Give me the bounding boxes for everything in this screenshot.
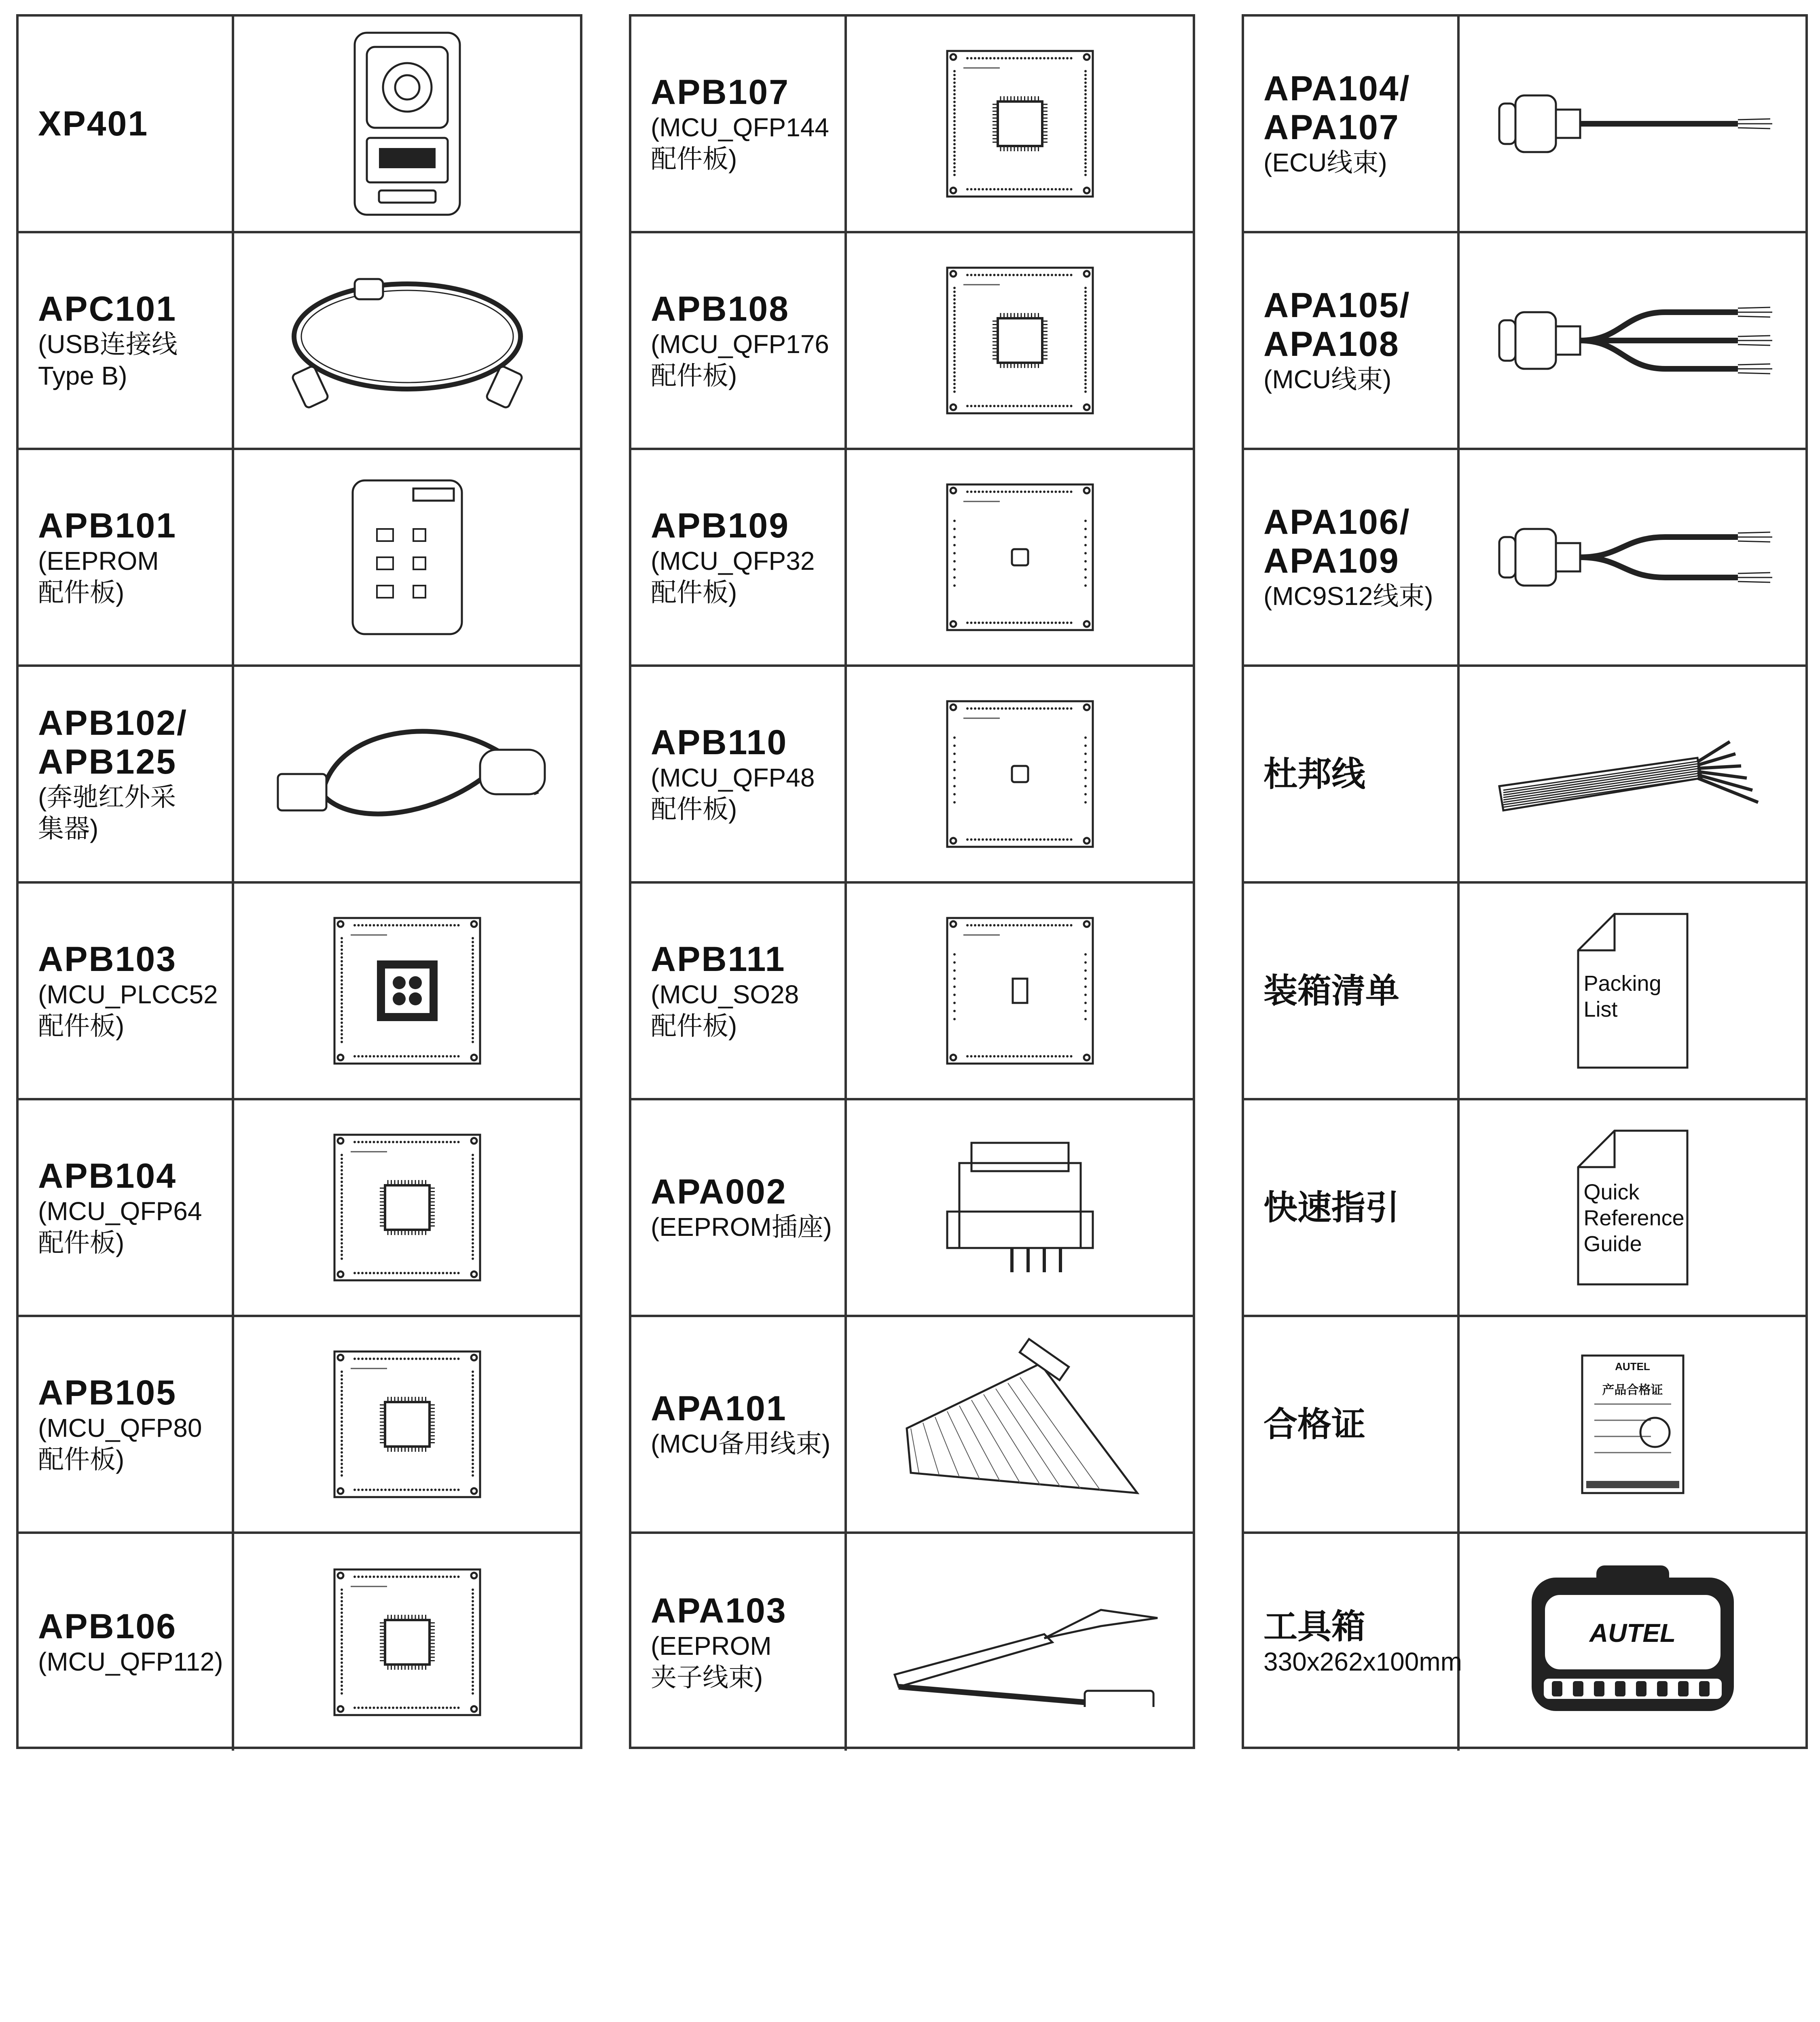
accessory-description: (MCU备用线束) <box>651 1429 831 1458</box>
document-text-line: Guide <box>1583 1232 1642 1256</box>
accessory-code: APA104/ APA107 <box>1263 69 1411 147</box>
accessory-code: 合格证 <box>1263 1405 1366 1443</box>
accessory-label-cell <box>1244 1534 1460 1751</box>
certificate-brand: AUTEL <box>1615 1360 1650 1373</box>
accessory-label-cell <box>1244 1317 1460 1531</box>
accessory-image-cell <box>847 1534 1193 1751</box>
accessory-image-cell <box>1460 667 1805 881</box>
accessory-description: (MCU_QFP64 配件板) <box>38 1197 202 1257</box>
accessory-row <box>1244 233 1805 450</box>
accessory-description: (MCU_QFP80 配件板) <box>38 1413 202 1474</box>
accessory-image-cell <box>234 233 580 448</box>
accessory-code: APB110 <box>651 723 788 762</box>
accessory-row <box>631 1100 1193 1317</box>
accessory-code: 装箱清单 <box>1263 972 1400 1010</box>
accessory-label-cell <box>1244 233 1460 448</box>
accessory-image-cell <box>1460 17 1805 231</box>
toolbox-brand: AUTEL <box>1589 1618 1676 1648</box>
small-chip-board-icon <box>943 480 1097 634</box>
accessory-row <box>19 233 580 450</box>
accessory-description: (MC9S12线束) <box>1263 582 1433 611</box>
plcc-board-icon <box>330 914 484 1068</box>
accessory-code: APB103 <box>38 940 177 979</box>
accessory-code: APB101 <box>38 506 177 545</box>
accessory-image-cell <box>234 1100 580 1315</box>
document-text-line: Quick <box>1583 1180 1640 1204</box>
infrared-collector-icon <box>262 713 553 835</box>
accessory-description: (MCU_QFP176 配件板) <box>651 330 829 390</box>
accessory-image-cell <box>847 17 1193 231</box>
accessory-row <box>19 450 580 667</box>
accessory-label-cell <box>631 233 847 448</box>
accessory-label-cell <box>631 450 847 664</box>
accessory-row <box>631 1317 1193 1534</box>
accessory-image-cell <box>847 1100 1193 1315</box>
accessory-label-cell <box>1244 667 1460 881</box>
accessory-image-cell <box>234 667 580 881</box>
accessory-description: (EEPROM 夹子线束) <box>651 1631 772 1692</box>
accessory-row <box>19 884 580 1100</box>
accessory-row <box>1244 1100 1805 1317</box>
eeprom-board-icon <box>349 476 466 638</box>
accessory-description: (MCU线束) <box>1263 365 1392 394</box>
accessory-row <box>19 1317 580 1534</box>
accessory-image-cell <box>234 884 580 1098</box>
accessory-code: APA106/ APA109 <box>1263 503 1411 580</box>
clip-cable-icon <box>874 1578 1166 1707</box>
document-text-line: Packing <box>1583 971 1661 996</box>
accessory-description: (MCU_PLCC52 配件板) <box>38 980 218 1041</box>
small-chip-board-icon <box>943 697 1097 851</box>
accessory-code: APB108 <box>651 290 790 328</box>
accessory-row <box>631 1534 1193 1751</box>
accessory-code: APB105 <box>38 1373 177 1412</box>
document-text-line: List <box>1583 997 1618 1022</box>
accessory-code: 杜邦线 <box>1263 755 1366 793</box>
certificate-icon <box>1578 1352 1687 1497</box>
accessory-description: (EEPROM插座) <box>651 1212 832 1242</box>
accessory-row <box>19 17 580 233</box>
qfp-board-icon <box>330 1565 484 1719</box>
accessory-label-cell <box>631 884 847 1098</box>
accessory-label-cell <box>19 667 234 881</box>
accessory-code: APB111 <box>651 940 786 979</box>
accessory-description: (奔驰红外采 集器) <box>38 783 176 843</box>
mcu-harness-icon <box>1487 288 1778 393</box>
accessory-row <box>19 1534 580 1751</box>
accessory-label-cell <box>19 1534 234 1751</box>
accessory-table-column-3 <box>1242 14 1808 1749</box>
accessory-label-cell <box>19 17 234 231</box>
dupont-wire-icon <box>1487 717 1778 831</box>
accessory-image-cell <box>234 1534 580 1751</box>
accessory-label-cell <box>1244 450 1460 664</box>
accessory-image-cell <box>847 884 1193 1098</box>
accessory-description: (USB连接线 Type B) <box>38 330 178 390</box>
accessory-description: (MCU_QFP112) <box>38 1647 223 1676</box>
accessory-row <box>19 667 580 884</box>
accessory-label-cell <box>631 667 847 881</box>
accessory-table-column-2 <box>629 14 1195 1749</box>
accessory-code: APB104 <box>38 1157 177 1195</box>
accessory-row <box>631 233 1193 450</box>
document-icon <box>1574 1127 1691 1288</box>
accessory-label-cell <box>631 17 847 231</box>
accessory-label-cell <box>1244 17 1460 231</box>
qfp-board-icon <box>943 47 1097 201</box>
accessory-code: APB102/ APB125 <box>38 704 188 781</box>
eeprom-socket-icon <box>943 1131 1097 1284</box>
accessory-image-cell <box>847 1317 1193 1531</box>
accessory-row <box>1244 17 1805 233</box>
accessory-code: APA002 <box>651 1172 787 1211</box>
accessory-row <box>1244 450 1805 667</box>
mc9s12-harness-icon <box>1487 505 1778 610</box>
accessory-row <box>1244 884 1805 1100</box>
accessory-code: APA101 <box>651 1389 787 1428</box>
accessory-description: 330x262x100mm <box>1263 1647 1462 1676</box>
accessory-label-cell <box>19 233 234 448</box>
accessory-image-cell <box>234 1317 580 1531</box>
accessory-label-cell <box>19 1317 234 1531</box>
accessory-code: XP401 <box>38 104 149 143</box>
accessory-table-column-1 <box>16 14 582 1749</box>
accessory-description: (MCU_QFP144 配件板) <box>651 113 829 173</box>
accessory-image-cell <box>1460 1317 1805 1531</box>
accessory-label-cell <box>19 450 234 664</box>
accessory-code: 快速指引 <box>1263 1189 1400 1227</box>
accessory-label-cell <box>631 1100 847 1315</box>
accessory-label-cell <box>1244 1100 1460 1315</box>
qfp-board-icon <box>330 1131 484 1284</box>
accessory-row <box>631 17 1193 233</box>
accessory-image-cell <box>1460 1100 1805 1315</box>
qfp-board-icon <box>943 264 1097 417</box>
accessory-description: (MCU_QFP32 配件板) <box>651 546 815 607</box>
accessory-image-cell <box>847 450 1193 664</box>
accessory-code: APC101 <box>38 290 177 328</box>
accessory-label-cell <box>19 884 234 1098</box>
accessory-image-cell <box>234 17 580 231</box>
certificate-title: 产品合格证 <box>1602 1383 1663 1397</box>
accessory-row <box>631 450 1193 667</box>
usb-cable-icon <box>282 268 533 413</box>
accessory-row <box>631 884 1193 1100</box>
accessory-image-cell <box>847 233 1193 448</box>
accessory-label-cell <box>631 1317 847 1531</box>
accessory-code: APB107 <box>651 73 790 112</box>
accessory-code: APB106 <box>38 1607 177 1646</box>
accessory-image-cell <box>847 667 1193 881</box>
document-icon <box>1574 910 1691 1072</box>
accessory-image-cell <box>1460 884 1805 1098</box>
ribbon-cable-icon <box>895 1335 1145 1513</box>
accessory-image-cell <box>1460 233 1805 448</box>
accessory-image-cell <box>1460 450 1805 664</box>
accessory-row <box>631 667 1193 884</box>
accessory-row <box>1244 1534 1805 1751</box>
accessory-image-cell <box>234 450 580 664</box>
ecu-harness-icon <box>1487 71 1778 176</box>
qfp-board-icon <box>330 1347 484 1501</box>
accessory-description: (ECU线束) <box>1263 148 1387 177</box>
accessory-description: (MCU_QFP48 配件板) <box>651 763 815 824</box>
programmer-device-icon <box>351 29 464 219</box>
accessory-label-cell <box>1244 884 1460 1098</box>
accessory-row <box>1244 667 1805 884</box>
accessory-row <box>19 1100 580 1317</box>
accessory-code: APA105/ APA108 <box>1263 286 1411 364</box>
accessory-code: APA103 <box>651 1591 787 1630</box>
accessory-description: (EEPROM 配件板) <box>38 546 159 607</box>
so-chip-board-icon <box>943 914 1097 1068</box>
accessory-code: 工具箱 <box>1263 1607 1366 1646</box>
document-text-line: Reference <box>1583 1206 1685 1230</box>
accessory-image-cell <box>1460 1534 1805 1751</box>
accessory-row <box>1244 1317 1805 1534</box>
toolbox-icon <box>1524 1557 1742 1727</box>
accessory-description: (MCU_SO28 配件板) <box>651 980 799 1041</box>
accessory-label-cell <box>19 1100 234 1315</box>
accessory-code: APB109 <box>651 506 790 545</box>
accessory-label-cell <box>631 1534 847 1751</box>
